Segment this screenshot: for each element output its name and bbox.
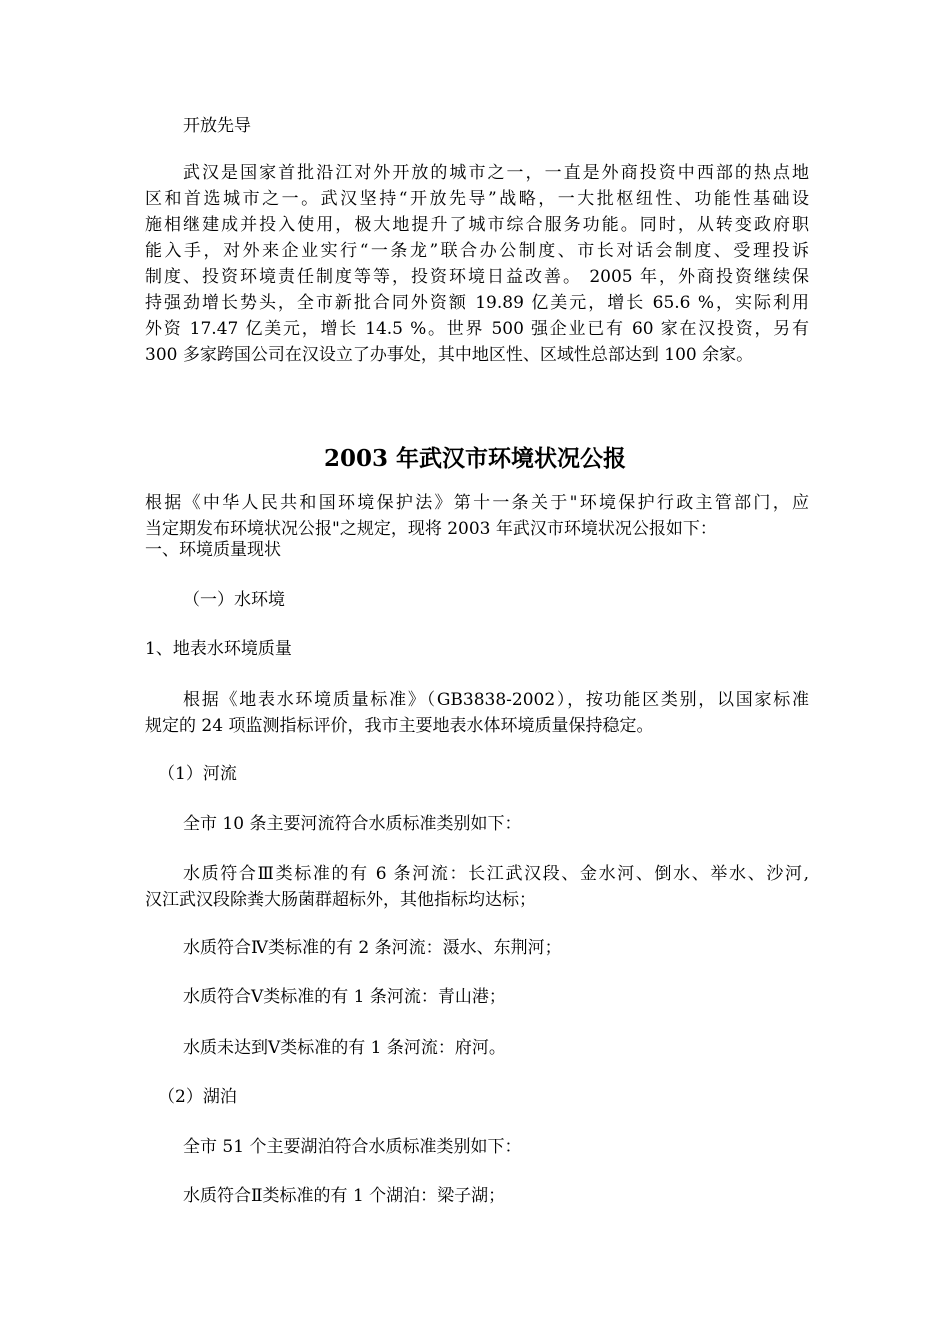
section-heading: 开放先导 xyxy=(183,116,251,136)
paragraph-line: 300 多家跨国公司在汉设立了办事处，其中地区性、区域性总部达到 100 余家。 xyxy=(145,345,754,365)
intro-line: 当定期发布环境状况公报"之规定，现将 2003 年武汉市环境状况公报如下： xyxy=(145,519,717,539)
rivers-class3-line: 汉江武汉段除粪大肠菌群超标外，其他指标均达标； xyxy=(145,890,536,910)
water-heading: （一）水环境 xyxy=(183,590,285,610)
lakes-intro: 全市 51 个主要湖泊符合水质标准类别如下： xyxy=(183,1137,522,1157)
intro-line: 根据《中华人民共和国环境保护法》第十一条关于"环境保护行政主管部门，应 xyxy=(145,493,809,513)
rivers-class3-line: 水质符合Ⅲ类标准的有 6 条河流：长江武汉段、金水河、倒水、举水、沙河, xyxy=(183,864,809,884)
rivers-class3-paragraph xyxy=(145,861,809,913)
standard-paragraph xyxy=(145,687,809,739)
part-heading: 一、环境质量现状 xyxy=(145,540,281,560)
standard-line: 根据《地表水环境质量标准》（GB3838-2002），按功能区类别，以国家标准 xyxy=(183,690,809,710)
section-paragraph xyxy=(145,160,809,368)
lakes-heading: （2）湖泊 xyxy=(158,1087,237,1107)
paragraph-line: 制度、投资环境责任制度等等，投资环境日益改善。 2005 年，外商投资继续保 xyxy=(145,267,809,287)
rivers-class4: 水质符合Ⅳ类标准的有 2 条河流：滠水、东荆河； xyxy=(183,938,562,958)
rivers-intro: 全市 10 条主要河流符合水质标准类别如下： xyxy=(183,814,522,834)
paragraph-line: 能入手，对外来企业实行“一条龙”联合办公制度、市长对话会制度、受理投诉 xyxy=(145,241,809,261)
paragraph-line: 施相继建成并投入使用，极大地提升了城市综合服务功能。同时，从转变政府职 xyxy=(145,215,809,235)
surface-water-heading: 1、地表水环境质量 xyxy=(145,639,292,659)
rivers-heading: （1）河流 xyxy=(158,764,237,784)
paragraph-line: 持强劲增长势头，全市新批合同外资额 19.89 亿美元，增长 65.6 %，实际利用 xyxy=(145,293,809,313)
rivers-below-class5: 水质未达到Ⅴ类标准的有 1 条河流：府河。 xyxy=(183,1038,506,1058)
paragraph-line: 武汉是国家首批沿江对外开放的城市之一，一直是外商投资中西部的热点地 xyxy=(183,163,809,183)
report-title: 2003 年武汉市环境状况公报 xyxy=(323,445,627,472)
paragraph-line: 外资 17.47 亿美元，增长 14.5 %。世界 500 强企业已有 60 家在汉投资，另有 xyxy=(145,319,809,339)
paragraph-line: 区和首选城市之一。武汉坚持“开放先导”战略，一大批枢纽性、功能性基础设 xyxy=(145,189,809,209)
rivers-class5: 水质符合Ⅴ类标准的有 1 条河流：青山港； xyxy=(183,987,506,1007)
lakes-class2: 水质符合Ⅱ类标准的有 1 个湖泊：梁子湖； xyxy=(183,1186,506,1206)
report-intro xyxy=(145,490,809,542)
standard-line: 规定的 24 项监测指标评价，我市主要地表水体环境质量保持稳定。 xyxy=(145,716,654,736)
